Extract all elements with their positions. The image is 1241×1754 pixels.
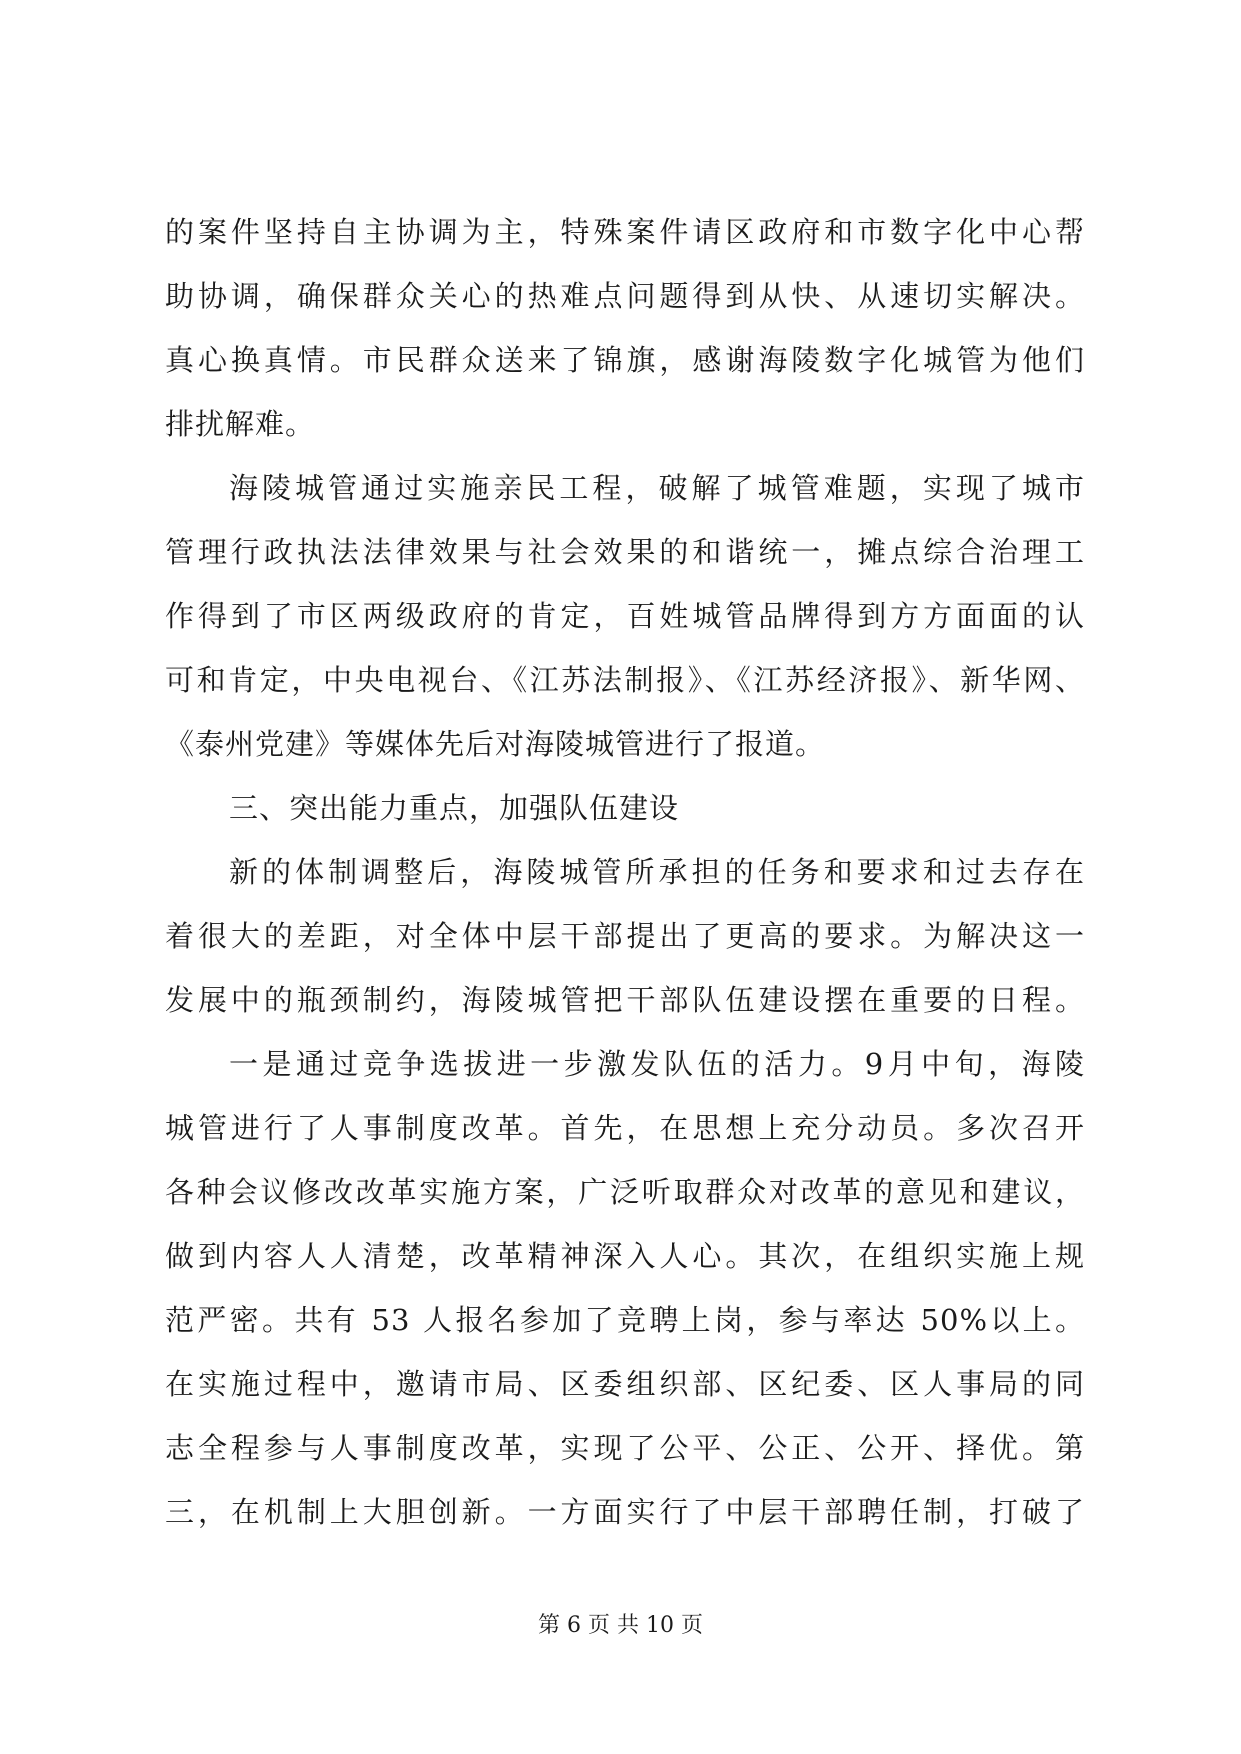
text-line: 做到内容人人清楚，改革精神深入人心。其次，在组织实施上规	[165, 1239, 1085, 1273]
text-line: 可和肯定，中央电视台、《江苏法制报》、《江苏经济报》、新华网、	[165, 663, 1085, 697]
text-line: 在实施过程中，邀请市局、区委组织部、区纪委、区人事局的同	[165, 1367, 1085, 1401]
section-heading: 三、突出能力重点，加强队伍建设	[229, 791, 680, 825]
text-line: 新的体制调整后，海陵城管所承担的任务和要求和过去存在	[229, 855, 1085, 889]
text-line: 真心换真情。市民群众送来了锦旗，感谢海陵数字化城管为他们	[165, 343, 1085, 377]
text-line: 发展中的瓶颈制约，海陵城管把干部队伍建设摆在重要的日程。	[165, 983, 1085, 1017]
text-line: 排扰解难。	[165, 407, 316, 441]
text-line: 志全程参与人事制度改革，实现了公平、公正、公开、择优。第	[165, 1431, 1085, 1465]
text-line: 各种会议修改改革实施方案，广泛听取群众对改革的意见和建议，	[165, 1175, 1085, 1209]
text-line: 的案件坚持自主协调为主，特殊案件请区政府和市数字化中心帮	[165, 215, 1085, 249]
text-line: 着很大的差距，对全体中层干部提出了更高的要求。为解决这一	[165, 919, 1085, 953]
text-line: 作得到了市区两级政府的肯定，百姓城管品牌得到方方面面的认	[165, 599, 1085, 633]
text-line: 一是通过竞争选拔进一步激发队伍的活力。9月中旬，海陵	[229, 1047, 1085, 1081]
document-body	[165, 200, 1085, 1544]
text-line: 助协调，确保群众关心的热难点问题得到从快、从速切实解决。	[165, 279, 1085, 313]
page-footer: 第 6 页 共 10 页	[538, 1613, 703, 1638]
text-line: 三，在机制上大胆创新。一方面实行了中层干部聘任制，打破了	[165, 1495, 1085, 1529]
text-line: 城管进行了人事制度改革。首先，在思想上充分动员。多次召开	[165, 1111, 1085, 1145]
text-line: 管理行政执法法律效果与社会效果的和谐统一，摊点综合治理工	[165, 535, 1085, 569]
text-line: 范严密。共有 53 人报名参加了竞聘上岗，参与率达 50%以上。	[165, 1303, 1085, 1337]
text-line: 海陵城管通过实施亲民工程，破解了城管难题，实现了城市	[229, 471, 1085, 505]
text-line: 《泰州党建》等媒体先后对海陵城管进行了报道。	[165, 727, 826, 761]
